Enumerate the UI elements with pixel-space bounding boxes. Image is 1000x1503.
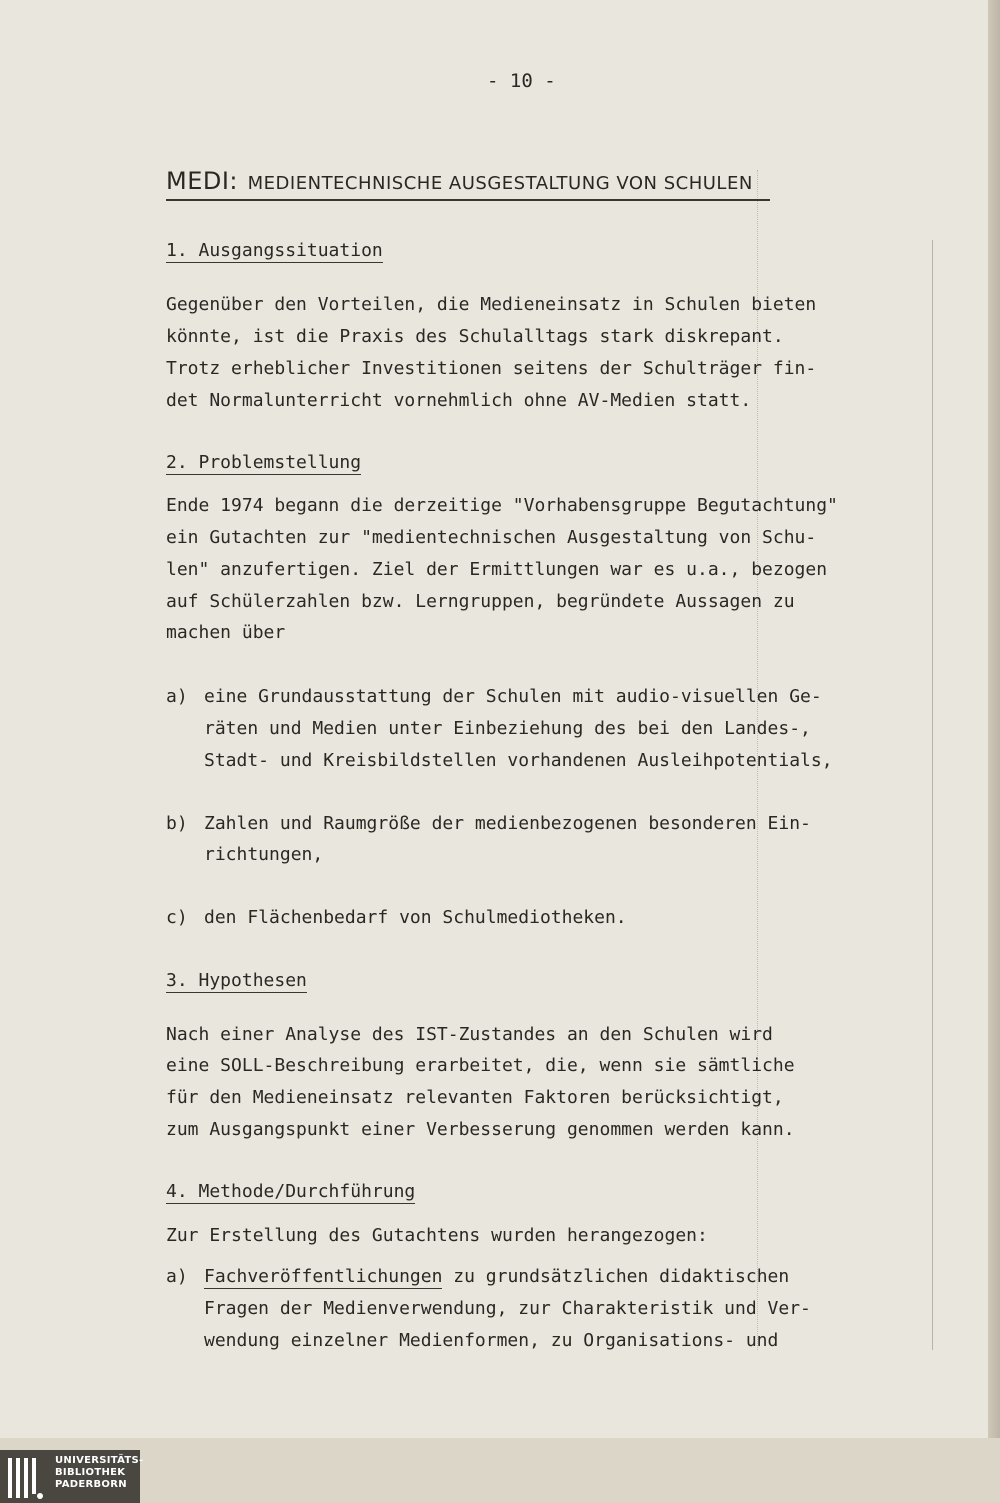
list-item-line: Zahlen und Raumgröße der medienbezogenen besonderen Ein-	[204, 813, 811, 834]
list-item-line	[204, 1268, 789, 1286]
paragraph-line: ein Gutachten zur "medientechnischen Ausgestaltung von Schu-	[166, 527, 817, 548]
title-code: MEDI:	[166, 167, 239, 195]
paragraph-line: für den Medieneinsatz relevanten Faktoren berücksichtigt,	[166, 1087, 784, 1108]
paragraph-line: auf Schülerzahlen bzw. Lerngruppen, begründete Aussagen zu	[166, 591, 795, 612]
paragraph-line: Ende 1974 begann die derzeitige "Vorhabensgruppe Begutachtung"	[166, 495, 838, 516]
list-marker: b)	[166, 813, 188, 834]
heading-problemstellung: 2. Problemstellung	[166, 452, 362, 473]
paragraph-line: könnte, ist die Praxis des Schulalltags stark diskrepant.	[166, 326, 784, 347]
page-title	[166, 167, 753, 195]
list-marker: a)	[166, 686, 188, 707]
underlined-term: Fachveröffentlichungen	[204, 1266, 443, 1287]
list-marker: a)	[166, 1266, 188, 1287]
list-item-line: Fragen der Medienverwendung, zur Charakteristik und Ver-	[204, 1298, 811, 1319]
paragraph-line: Zur Erstellung des Gutachtens wurden herangezogen:	[166, 1225, 708, 1246]
paragraph-line: len" anzufertigen. Ziel der Ermittlungen war es u.a., bezogen	[166, 559, 828, 580]
heading-methode-durchfuehrung: 4. Methode/Durchführung	[166, 1181, 416, 1202]
footer-bar	[0, 1438, 1000, 1503]
list-item-line: eine Grundausstattung der Schulen mit audio-visuellen Ge-	[204, 686, 822, 707]
list-marker: c)	[166, 907, 188, 928]
list-item-line: den Flächenbedarf von Schulmediotheken.	[204, 907, 627, 928]
heading-ausgangssituation: 1. Ausgangssituation	[166, 240, 383, 261]
library-name-line: PADERBORN	[55, 1479, 127, 1490]
list-item-line: wendung einzelner Medienformen, zu Organisations- und	[204, 1330, 779, 1351]
paragraph-line: eine SOLL-Beschreibung erarbeitet, die, wenn sie sämtliche	[166, 1055, 795, 1076]
bleed-through-line	[932, 240, 933, 1350]
library-name-line: UNIVERSITÄTS-	[55, 1455, 144, 1466]
paragraph-line: zum Ausgangspunkt einer Verbesserung genommen werden kann.	[166, 1119, 795, 1140]
list-item-line: Stadt- und Kreisbildstellen vorhandenen Ausleihpotentials,	[204, 750, 833, 771]
paragraph-line: Gegenüber den Vorteilen, die Medieneinsatz in Schulen bieten	[166, 294, 817, 315]
paragraph-line: Nach einer Analyse des IST-Zustandes an den Schulen wird	[166, 1024, 773, 1045]
paragraph-line: det Normalunterricht vornehmlich ohne AV-Medien statt.	[166, 390, 752, 411]
paragraph-line: machen über	[166, 622, 286, 643]
list-item-text: zu grundsätzlichen didaktischen	[442, 1266, 790, 1287]
library-logo-icon	[6, 1456, 46, 1500]
book-spine-edge	[988, 0, 1000, 1438]
title-text: MEDIENTECHNISCHE AUSGESTALTUNG VON SCHULEN	[247, 173, 753, 194]
paragraph-line: Trotz erheblicher Investitionen seitens der Schulträger fin-	[166, 358, 817, 379]
library-name	[55, 1455, 144, 1491]
title-underline	[166, 199, 770, 201]
page-number: - 10 -	[487, 70, 556, 92]
library-name-line: BIBLIOTHEK	[55, 1467, 126, 1478]
list-item-line: räten und Medien unter Einbeziehung des bei den Landes-,	[204, 718, 811, 739]
heading-hypothesen: 3. Hypothesen	[166, 970, 307, 991]
list-item-line: richtungen,	[204, 844, 324, 865]
